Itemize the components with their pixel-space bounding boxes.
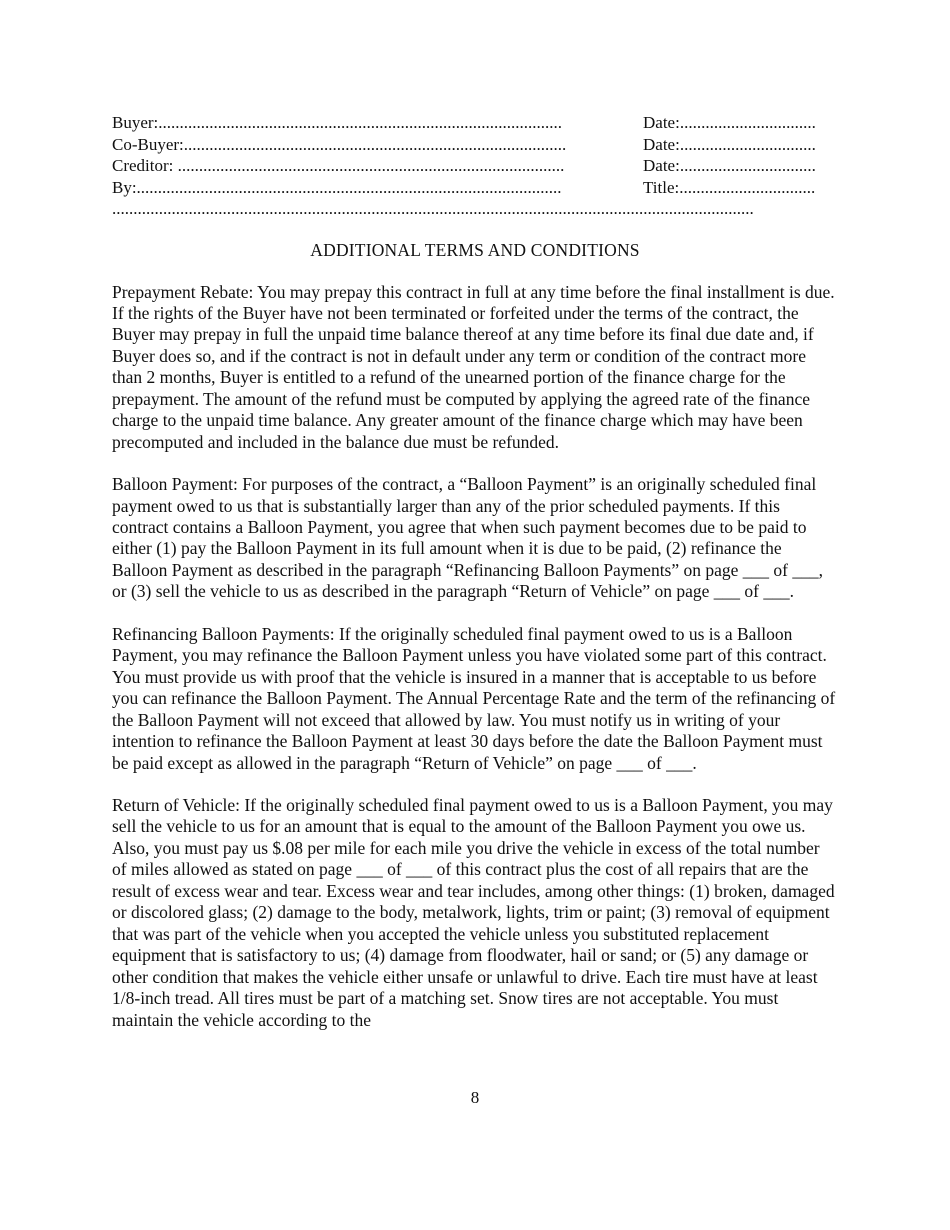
co-buyer-date-line: Date:................................	[643, 134, 816, 154]
creditor-signature-line: Creditor: ...........................................................................................	[112, 156, 565, 175]
paragraph-return-of-vehicle: Return of Vehicle: If the originally scheduled final payment owed to us is a Balloon Payment, you may sell the vehicle to us for an amount that is equal to the amount of the Balloon Payment you owe us. Also, you must pay us $.08 per mile for each mile you drive the vehicle in excess of the total number of miles allowed as stated on page ___ of ___ of this contract plus the cost of all repairs that are the result of excess wear and tear. Excess wear and tear includes, among other things: (1) broken, damaged or discolored glass; (2) damage to the body, metalwork, lights, trim or paint; (3) removal of equipment that was part of the vehicle when you accepted the vehicle unless you substituted replacement equipment that is satisfactory to us; (4) damage from floodwater, hail or sand; or (5) any damage or other condition that makes the vehicle either unsafe or unlawful to drive. Each tire must have at least 1/8-inch tread. All tires must be part of a matching set. Snow tires are not acceptable. You must maintain the vehicle according to the	[112, 795, 835, 1030]
buyer-row	[112, 112, 838, 134]
signature-block	[112, 112, 838, 220]
buyer-signature-line: Buyer:...............................................................................................	[112, 113, 563, 132]
page-number: 8	[470, 1088, 480, 1107]
creditor-row	[112, 155, 838, 177]
full-dotted-line: .......................................................................................................................................................	[112, 199, 754, 218]
by-signature-line: By:....................................................................................................	[112, 177, 562, 197]
title-line: Title:................................	[643, 177, 816, 197]
co-buyer-row	[112, 134, 838, 156]
co-buyer-signature-line: Co-Buyer:..........................................................................................	[112, 134, 567, 154]
paragraph-balloon-payment: Balloon Payment: For purposes of the contract, a “Balloon Payment” is an originally scheduled final payment owed to us that is substantially larger than any of the prior scheduled payments. If this contract contains a Balloon Payment, you agree that when such payment becomes due to be paid to either (1) pay the Balloon Payment in its full amount when it is due to be paid, (2) refinance the Balloon Payment as described in the paragraph “Refinancing Balloon Payments” on page ___ of ___, or (3) sell the vehicle to us as described in the paragraph “Return of Vehicle” on page ___ of ___.	[112, 474, 823, 602]
creditor-date-line: Date:................................	[643, 156, 816, 175]
document-page	[112, 112, 838, 1049]
section-heading: ADDITIONAL TERMS AND CONDITIONS	[310, 239, 640, 260]
by-row	[112, 177, 838, 199]
paragraph-refinancing-balloon-payments: Refinancing Balloon Payments: If the originally scheduled final payment owed to us is a Balloon Payment, you may refinance the Balloon Payment unless you have violated some part of this contract. You must provide us with proof that the vehicle is insured in a manner that is acceptable to us before you can refinance the Balloon Payment. The Annual Percentage Rate and the term of the refinancing of the Balloon Payment will not exceed that allowed by law. You must notify us in writing of your intention to refinance the Balloon Payment at least 30 days before the date the Balloon Payment must be paid except as allowed in the paragraph “Return of Vehicle” on page ___ of ___.	[112, 623, 836, 773]
paragraph-prepayment-rebate: Prepayment Rebate: You may prepay this contract in full at any time before the final installment is due. If the rights of the Buyer have not been terminated or forfeited under the terms of the contract, the Buyer may prepay in full the unpaid time balance thereof at any time before its final due date and, if Buyer does so, and if the contract is not in default under any term or condition of the contract more than 2 months, Buyer is entitled to a refund of the unearned portion of the finance charge for the prepayment. The amount of the refund must be computed by applying the agreed rate of the finance charge to the unpaid time balance. Any greater amount of the finance charge which may have been precomputed and included in the balance due must be refunded.	[112, 281, 835, 452]
buyer-date-line: Date:................................	[643, 113, 816, 132]
